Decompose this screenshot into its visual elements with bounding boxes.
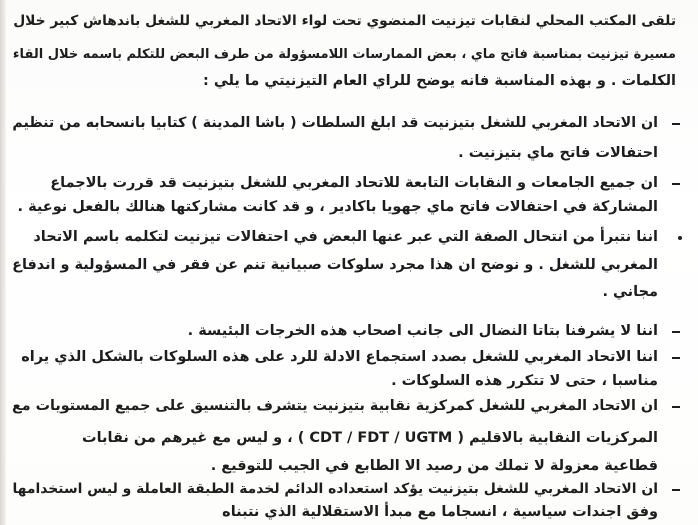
bullet-marker xyxy=(672,183,680,185)
bullet-marker xyxy=(672,357,680,359)
paper-edge-shadow xyxy=(0,0,6,525)
intro-line-3: الكلمات . و بهذه المناسبة فانه يوضح للراي العام التيزنيتي ما يلي : xyxy=(203,73,676,89)
point-5-line-1: اننا الاتحاد المغربي للشغل بصدد استجماع الادلة للرد على هذه السلوكات بالشكل الذي يراه xyxy=(21,349,658,365)
point-6-line-1: ان الاتحاد المغربي للشغل كمركزية نقابية بتيزنيت يتشرف بالتنسيق على جميع المستويات مع xyxy=(12,398,658,414)
point-2-line-1: ان جميع الجامعات و النقابات التابعة للاتحاد المغربي للشغل بتيزنيت قد قررت بالاجماع xyxy=(50,175,658,191)
bullet-marker xyxy=(672,489,680,491)
point-3-line-1: اننا نتبرأ من انتحال الصفة التي عبر عنها البعض في احتفالات تيزنيت لتكلمه باسم الاتحاد xyxy=(33,229,658,245)
point-1-line-2: احتفالات فاتح ماي بتيزنيت . xyxy=(458,145,658,161)
bullet-marker xyxy=(672,123,680,125)
bullet-marker xyxy=(672,331,680,333)
point-4-line-1: اننا لا يشرفنا بتاتا النضال الى جانب اصحاب هذه الخرجات البئيسة . xyxy=(187,323,658,339)
point-6-line-3: قطاعية معزولة لا تملك من رصيد الا الطابع في الجيب للتوقيع . xyxy=(210,458,658,474)
bullet-marker xyxy=(672,406,680,408)
intro-line-1: تلقى المكتب المحلي لنقابات تيزنيت المنضوي تحت لواء الاتحاد المغربي للشغل باندهاش كبير خلال xyxy=(13,13,676,29)
point-2-line-2: المشاركة في احتفالات فاتح ماي جهويا باكادير ، و قد كانت مشاركتها هنالك بالفعل نوعية . xyxy=(17,199,658,215)
point-6-line-2: المركزيات النقابية بالاقليم ( CDT / FDT / UGTM ) ، و ليس مع غيرهم من نقابات xyxy=(82,430,658,446)
point-3-line-2: المغربي للشغل . و نوضح ان هذا مجرد سلوكات صبيانية تنم عن فقر في المسؤولية و اندفاع xyxy=(12,257,658,273)
intro-line-2: مسيرة تيزنيت بمناسبة فاتح ماي ، بعض الممارسات اللامسؤولة من طرف البعض للتكلم باسمه خلال القاء xyxy=(12,47,676,62)
point-7-line-2: وفق اجندات سياسية ، انسجاما مع مبدأ الاستقلالية الذي نتبناه xyxy=(222,504,658,520)
point-3-line-3: مجاني . xyxy=(602,284,658,300)
point-1-line-1: ان الاتحاد المغربي للشغل بتيزنيت قد ابلغ السلطات ( باشا المدينة ) كتابيا بانسحابه من تنظيم xyxy=(12,115,658,131)
point-5-line-2: مناسبا ، حتى لا تتكرر هذه السلوكات . xyxy=(391,373,658,389)
point-7-line-1: ان الاتحاد المغربي للشغل بتيزنيت يؤكد استعداده الدائم لخدمة الطبقة العاملة و ليس استخدامها xyxy=(12,481,658,497)
bullet-dot xyxy=(678,236,682,240)
